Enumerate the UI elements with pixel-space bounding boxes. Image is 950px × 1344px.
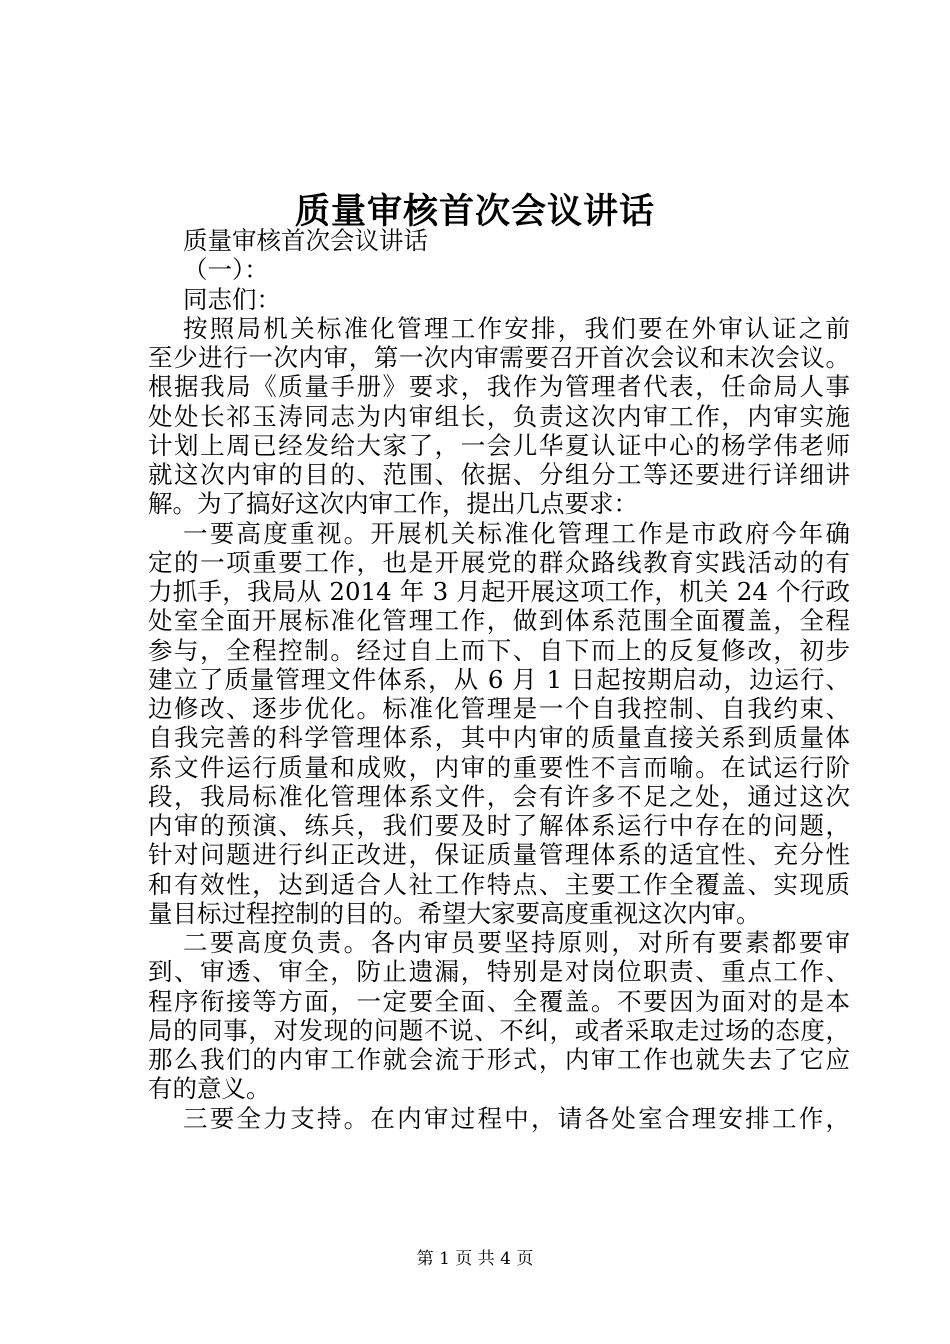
- text-line: 解。为了搞好这次内审工作，提出几点要求：: [148, 489, 638, 519]
- document-title: 质量审核首次会议讲话: [294, 191, 655, 232]
- page-footer: 第 1 页 共 4 页: [416, 1249, 534, 1269]
- text-line: （一）：: [183, 255, 269, 285]
- text-line: 系文件运行质量和成败，内审的重要性不言而喻。在试运行阶: [148, 752, 850, 782]
- text-line: 一要高度重视。开展机关标准化管理工作是市政府今年确: [183, 518, 850, 548]
- text-line: 力抓手，我局从 2014 年 3 月起开展这项工作，机关 24 个行政: [148, 577, 850, 606]
- text-line: 同志们：: [183, 284, 281, 314]
- text-line: 内审的预演、练兵，我们要及时了解体系运行中存在的问题，: [148, 811, 850, 840]
- text-line: 自我完善的科学管理体系，其中内审的质量直接关系到质量体: [148, 723, 850, 753]
- text-line: 二要高度负责。各内审员要坚持原则，对所有要素都要审: [183, 928, 850, 957]
- text-line: 针对问题进行纠正改进，保证质量管理体系的适宜性、充分性: [148, 840, 850, 870]
- text-line: 程序衔接等方面，一定要全面、全覆盖。不要因为面对的是本: [148, 986, 850, 1016]
- text-line: 参与，全程控制。经过自上而下、自下而上的反复修改，初步: [148, 635, 850, 665]
- text-line: 局的同事，对发现的问题不说、不纠，或者采取走过场的态度，: [148, 1015, 850, 1045]
- text-line: 就这次内审的目的、范围、依据、分组分工等还要进行详细讲: [148, 460, 850, 489]
- text-line: 计划上周已经发给大家了，一会儿华夏认证中心的杨学伟老师: [148, 430, 850, 460]
- text-line: 定的一项重要工作，也是开展党的群众路线教育实践活动的有: [148, 547, 850, 577]
- text-line: 和有效性，达到适合人社工作特点、主要工作全覆盖、实现质: [148, 869, 850, 899]
- document-body: [148, 226, 850, 1133]
- text-line: 按照局机关标准化管理工作安排，我们要在外审认证之前: [183, 313, 850, 343]
- text-line: 到、审透、审全，防止遗漏，特别是对岗位职责、重点工作、: [148, 957, 850, 987]
- text-line: 建立了质量管理文件体系，从 6 月 1 日起按期启动，边运行、: [148, 664, 850, 694]
- text-line: 三要全力支持。在内审过程中，请各处室合理安排工作，: [183, 1103, 850, 1133]
- text-line: 那么我们的内审工作就会流于形式，内审工作也就失去了它应: [148, 1045, 850, 1074]
- text-line: 边修改、逐步优化。标准化管理是一个自我控制、自我约束、: [148, 694, 850, 723]
- text-line: 段，我局标准化管理体系文件，会有许多不足之处，通过这次: [148, 781, 850, 811]
- text-line: 处处长祁玉涛同志为内审组长，负责这次内审工作，内审实施: [148, 401, 850, 431]
- text-line: 至少进行一次内审，第一次内审需要召开首次会议和末次会议。: [148, 343, 850, 372]
- text-line: 处室全面开展标准化管理工作，做到体系范围全面覆盖，全程: [148, 606, 850, 636]
- text-line: 根据我局《质量手册》要求，我作为管理者代表，任命局人事: [148, 372, 850, 402]
- text-line: 质量审核首次会议讲话: [183, 226, 428, 255]
- text-line: 有的意义。: [148, 1074, 271, 1104]
- text-line: 量目标过程控制的目的。希望大家要高度重视这次内审。: [148, 898, 761, 928]
